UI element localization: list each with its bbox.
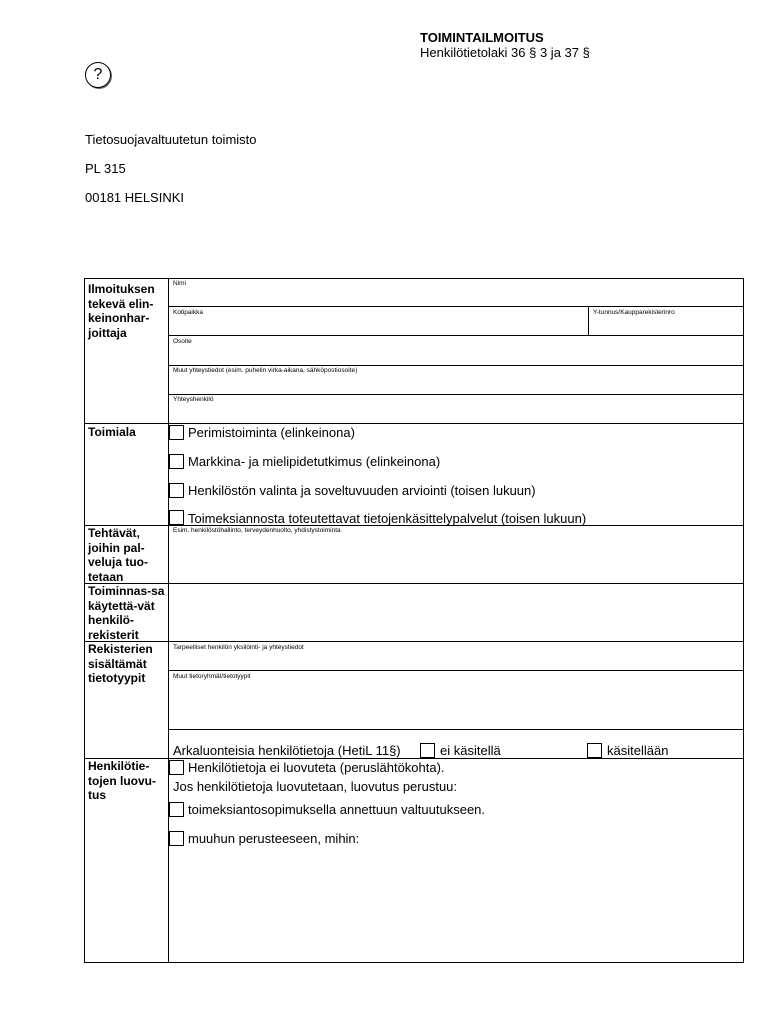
divider-contact: [168, 394, 744, 395]
checkbox-perimistoiminta[interactable]: [169, 425, 184, 440]
recipient-office: Tietosuojavaltuutetun toimisto: [85, 132, 257, 147]
divider-address: [168, 365, 744, 366]
option-other-basis: muuhun perusteeseen, mihin:: [188, 831, 360, 846]
checkbox-not-processed[interactable]: [420, 743, 435, 758]
address-field-label: Osoite: [173, 338, 192, 345]
option-henkilostovalinta: Henkilöstön valinta ja soveltuvuuden arviointi (toisen lukuun): [188, 483, 536, 498]
notifier-label: Ilmoituksen tekevä elin-keinonhar-joittaja: [88, 282, 155, 340]
contact-person-field-label: Yhteyshenkilö: [173, 396, 214, 403]
divider-home: [168, 335, 744, 336]
checkbox-tietojenkasittely[interactable]: [169, 510, 184, 525]
disclosure-label: Henkilötie-tojen luovu-tus: [88, 759, 156, 802]
checkbox-contract-basis[interactable]: [169, 802, 184, 817]
divider-business-id: [588, 306, 589, 335]
checkbox-no-disclosure[interactable]: [169, 760, 184, 775]
divider-toimiala: [84, 423, 744, 424]
other-contact-field-label: Muut yhteystiedot (esim. puhelin virka-aikana, sähköpostiosoite): [173, 367, 358, 374]
option-no-disclosure: Henkilötietoja ei luovuteta (peruslähtökohta).: [188, 760, 445, 775]
name-field-label: Nimi: [173, 280, 186, 287]
label-column-divider: [168, 278, 169, 963]
checkbox-markkinatutkimus[interactable]: [169, 454, 184, 469]
option-contract-basis: toimeksiantosopimuksella annettuun valtuutukseen.: [188, 802, 486, 817]
tasks-hint: Esim. henkilöstöhallinto, terveydenhuolto, yhdistystoiminta: [173, 527, 341, 534]
divider-identification: [168, 670, 744, 671]
form-table: [84, 278, 744, 963]
divider-tietotyypit: [84, 641, 744, 642]
checkbox-processed[interactable]: [587, 743, 602, 758]
identification-field-label: Tarpeelliset henkilön yksilöinti- ja yhteystiedot: [173, 644, 304, 651]
divider-other-groups: [168, 729, 744, 730]
help-icon[interactable]: ?: [85, 62, 111, 88]
tasks-label: Tehtävät, joihin pal-veluja tuo-tetaan: [88, 526, 149, 584]
form-title: TOIMINTAILMOITUS: [420, 30, 544, 45]
option-perimistoiminta: Perimistoiminta (elinkeinona): [188, 425, 355, 440]
home-field-label: Kotipaikka: [173, 309, 203, 316]
option-markkinatutkimus: Markkina- ja mielipidetutkimus (elinkeinona): [188, 454, 441, 469]
other-groups-field-label: Muut tietoryhmät/tietotyypit: [173, 673, 251, 680]
divider-name: [168, 306, 744, 307]
checkbox-other-basis[interactable]: [169, 831, 184, 846]
business-id-field-label: Y-tunnus/Kaupparekisterinro: [593, 309, 675, 316]
disclosure-basis-text: Jos henkilötietoja luovutetaan, luovutus perustuu:: [173, 779, 458, 794]
option-processed: käsitellään: [607, 743, 669, 758]
divider-rekisterit: [84, 583, 744, 584]
recipient-pobox: PL 315: [85, 161, 126, 176]
industry-label: Toimiala: [88, 425, 136, 439]
data-types-label: Rekisterien sisältämät tietotyypit: [88, 642, 153, 685]
divider-luovutus: [84, 758, 744, 759]
checkbox-henkilostovalinta[interactable]: [169, 483, 184, 498]
recipient-city: 00181 HELSINKI: [85, 190, 185, 205]
option-tietojenkasittely: Toimeksiannosta toteutettavat tietojenkäsittelypalvelut (toisen lukuun): [188, 511, 587, 526]
option-not-processed: ei käsitellä: [440, 743, 501, 758]
registers-label: Toiminnas-sa käytettä-vät henkilö-rekisterit: [88, 584, 165, 642]
form-subtitle: Henkilötietolaki 36 § 3 ja 37 §: [420, 45, 590, 60]
sensitive-data-text: Arkaluonteisia henkilötietoja (HetiL 11§): [173, 743, 401, 758]
